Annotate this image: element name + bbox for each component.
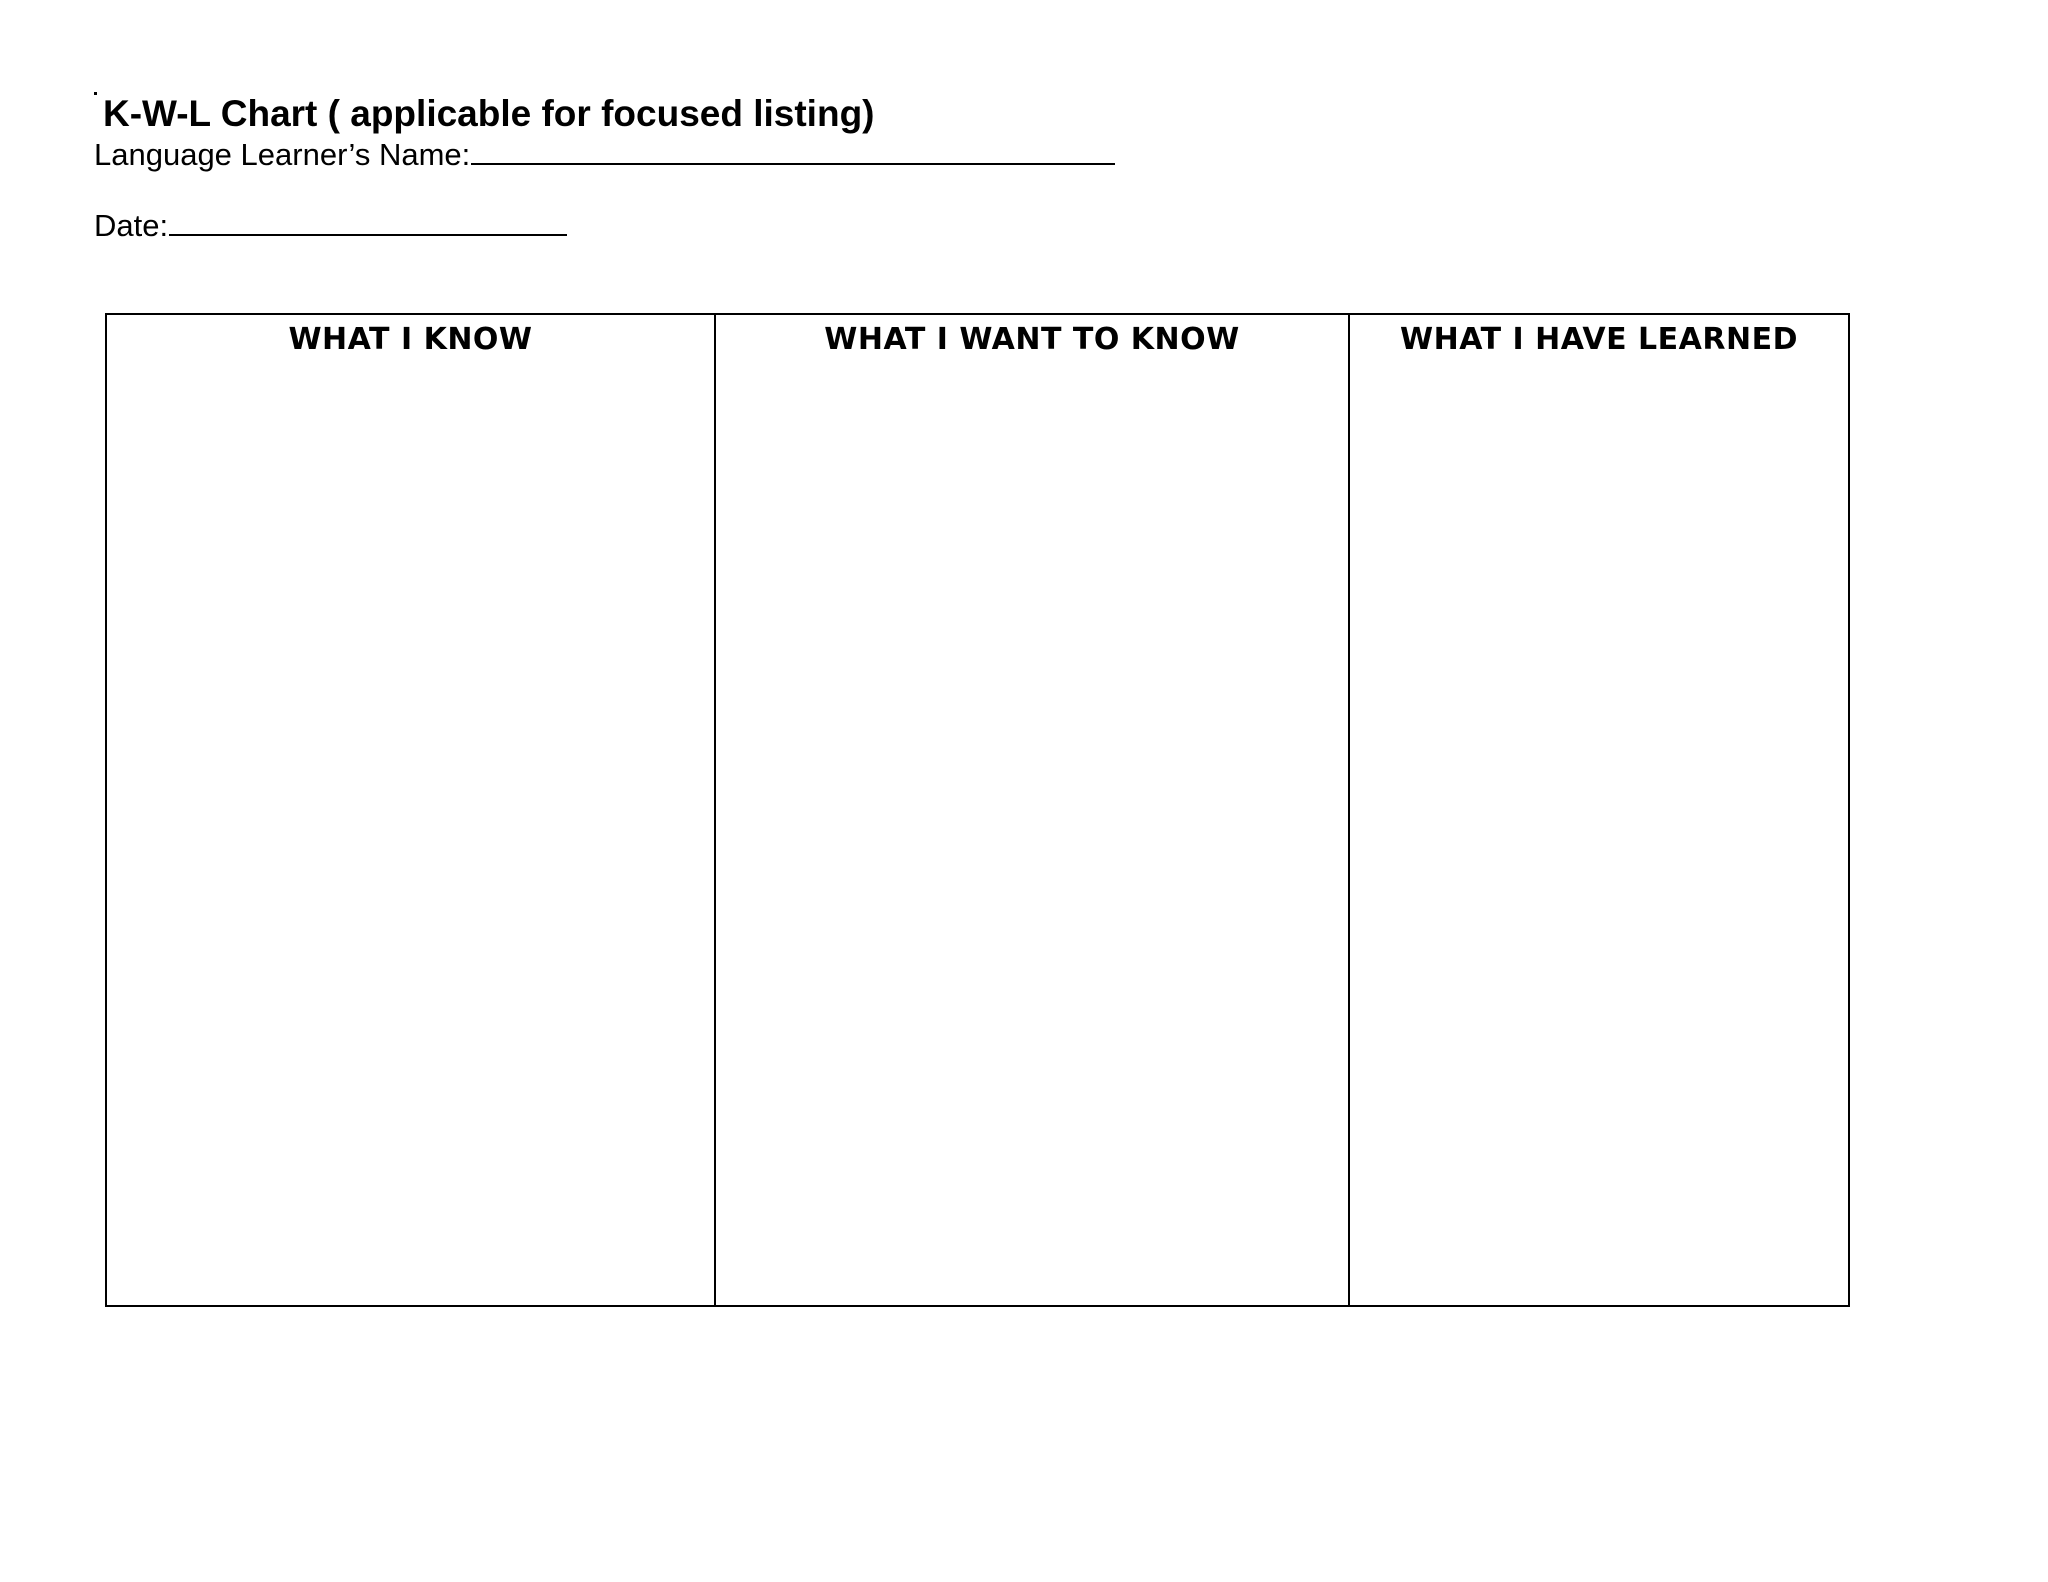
learner-name-label: Language Learner’s Name: <box>94 137 471 172</box>
column-want-to-know <box>714 315 1348 1305</box>
column-body-learned[interactable] <box>1350 365 1848 1305</box>
column-body-want-to-know[interactable] <box>716 365 1348 1305</box>
kwl-table <box>105 313 1850 1307</box>
date-field <box>94 207 567 245</box>
learner-name-field <box>94 136 1115 174</box>
column-header-know: WHAT I KNOW <box>288 322 533 357</box>
column-header-learned: WHAT I HAVE LEARNED <box>1400 322 1798 357</box>
date-blank[interactable] <box>169 210 567 236</box>
column-header-want-to-know: WHAT I WANT TO KNOW <box>824 322 1240 357</box>
stray-dot <box>94 92 97 95</box>
column-learned <box>1348 315 1848 1305</box>
date-label: Date: <box>94 208 169 243</box>
column-know <box>107 315 714 1305</box>
column-body-know[interactable] <box>107 365 714 1305</box>
page-title: K-W-L Chart ( applicable for focused listing) <box>103 93 875 134</box>
learner-name-blank[interactable] <box>471 139 1115 165</box>
